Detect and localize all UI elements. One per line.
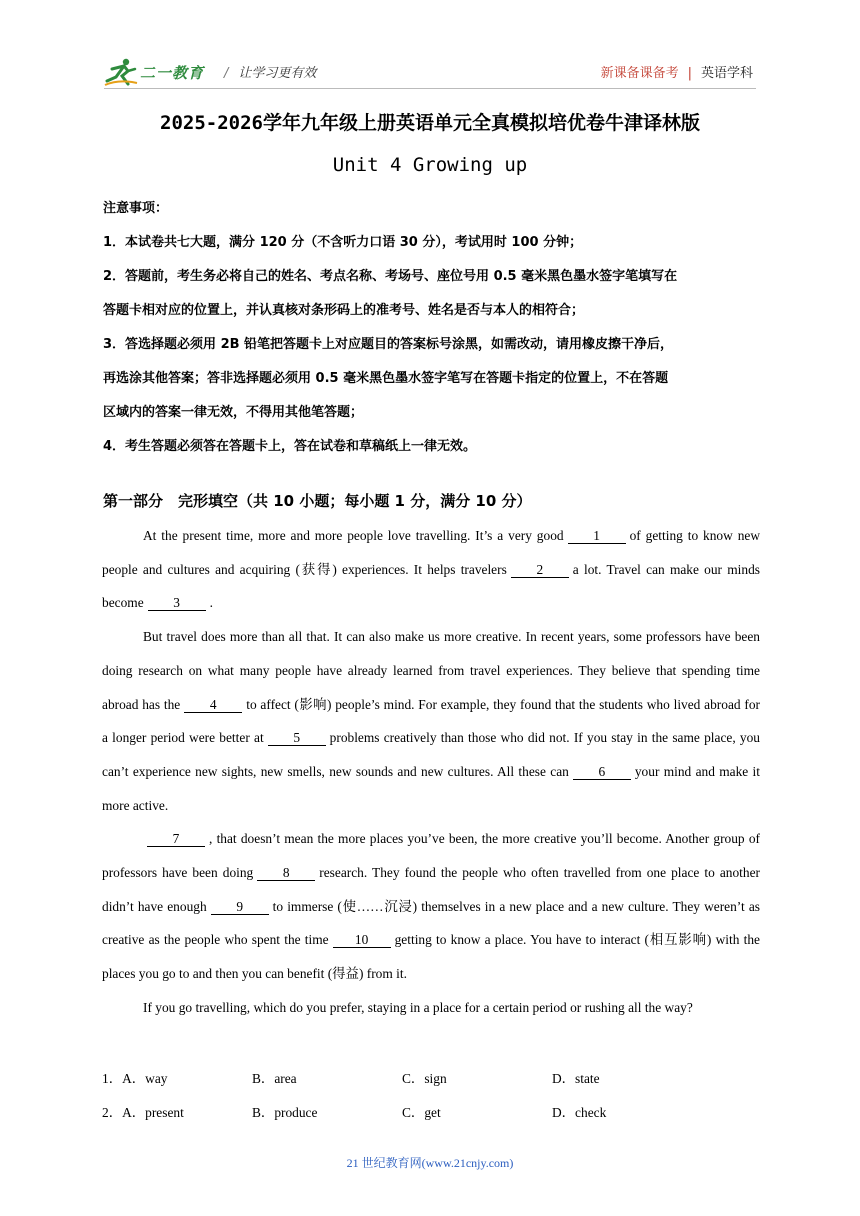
passage-text: to immerse (使……沉浸) themselves in a new place and a new culture. They weren’t as creative as the people who spent the time (102, 898, 760, 948)
answer-options (102, 1060, 762, 1128)
passage-text: . (209, 595, 213, 611)
passage-paragraph-4: If you go travelling, which do you prefer, staying in a place for a certain period or rushing all the way? (143, 999, 693, 1015)
blank-7: 7 (147, 831, 205, 847)
header-subject: 英语学科 (700, 66, 753, 81)
option-a: 1．A．way (102, 1070, 168, 1086)
cloze-passage (102, 519, 760, 1025)
footer-link[interactable]: 21 世纪教育网(www.21cnjy.com) (346, 1156, 514, 1170)
notes-item: 区域内的答案一律无效，不得用其他笔答题； (103, 405, 364, 420)
slogan (224, 62, 316, 81)
notes-item: 答题卡相对应的位置上，并认真核对条形码上的准考号、姓名是否与本人的相符合； (103, 303, 585, 318)
header-course: 新课备课备考 (600, 66, 679, 81)
option-d: D．check (552, 1104, 607, 1120)
passage-text: problems creatively than those who did not. If you stay in the same place, you can’t experience new sights, new smells, new sounds and new cultures. All these can (102, 730, 760, 779)
passage-paragraph-1 (102, 519, 760, 620)
blank-6: 6 (573, 764, 631, 780)
option-a: 2．A．present (102, 1104, 184, 1120)
header-separator: | (687, 66, 692, 81)
option-c: C．sign (402, 1070, 447, 1086)
blank-3: 3 (148, 595, 206, 611)
blank-8: 8 (257, 865, 315, 881)
logo-text: 二一教育 (140, 63, 205, 82)
passage-text: of getting to know new people and cultures and acquiring (获得) experiences. It helps travelers (102, 528, 760, 577)
notes-item: 4．考生答题必须答在答题卡上，答在试卷和草稿纸上一律无效。 (103, 439, 477, 454)
notes-section (103, 192, 763, 464)
option-d: D．state (552, 1070, 600, 1086)
page-header (0, 0, 860, 95)
option-c: C．get (402, 1104, 441, 1120)
passage-paragraph-2 (102, 620, 760, 822)
passage-text: a lot. Travel can make our minds become (102, 561, 760, 611)
passage-text: getting to know a place. You have to interact (相互影响) with the places you go to and then you can benefit (得益) from it. (102, 932, 760, 982)
passage-paragraph-3 (102, 822, 760, 991)
header-divider (104, 88, 756, 89)
blank-2: 2 (511, 562, 569, 578)
logo (104, 57, 204, 87)
slogan-divider: / (224, 66, 229, 81)
notes-item: 1．本试卷共七大题，满分 120 分（不含听力口语 30 分），考试用时 100 分钟； (103, 235, 583, 250)
blank-10: 10 (333, 932, 391, 948)
runner-logo-icon (104, 57, 138, 87)
page-title: 2025-2026学年九年级上册英语单元全真模拟培优卷牛津译林版 (160, 112, 700, 134)
question-2-options (102, 1094, 762, 1128)
passage-text: your mind and make it more active. (102, 763, 760, 813)
page-subtitle: Unit 4 Growing up (332, 154, 528, 176)
notes-item: 再选涂其他答案；答非选择题必须用 0.5 毫米黑色墨水签字笔写在答题卡指定的位置上，不在答题 (103, 371, 669, 386)
option-b: B．produce (252, 1104, 318, 1120)
passage-text: research. They found the people who often travelled from one place to another didn’t have enough (102, 865, 761, 914)
notes-item: 2．答题前，考生务必将自己的姓名、考点名称、考场号、座位号用 0.5 毫米黑色墨水签字笔填写在 (103, 269, 678, 284)
question-1-options (102, 1060, 762, 1094)
blank-4: 4 (184, 697, 242, 713)
passage-text: At the present time, more and more people love travelling. It’s a very good (143, 528, 564, 543)
passage-text: But travel does more than all that. It can also make us more creative. In recent years, some professors have been doing research on what many people have already learned from travel experiences. They believe that spending time abroad has the (102, 629, 760, 712)
slogan-text: 让学习更有效 (238, 66, 317, 81)
blank-1: 1 (568, 528, 626, 544)
blank-5: 5 (268, 730, 326, 746)
passage-text: , that doesn’t mean the more places you’ve been, the more creative you’ll become. Another group of professors have been doing (102, 831, 760, 881)
blank-9: 9 (211, 899, 269, 915)
option-b: B．area (252, 1070, 297, 1086)
part1-heading: 第一部分 完形填空（共 10 小题；每小题 1 分，满分 10 分） (103, 492, 532, 510)
passage-text: to affect (影响) people’s mind. For example, they found that the students who lived abroad for a longer period were better at (102, 696, 760, 746)
notes-heading: 注意事项： (103, 201, 169, 216)
header-right (601, 62, 753, 81)
notes-item: 3．答选择题必须用 2B 铅笔把答题卡上对应题目的答案标号涂黑，如需改动，请用橡皮擦干净后， (103, 337, 674, 352)
